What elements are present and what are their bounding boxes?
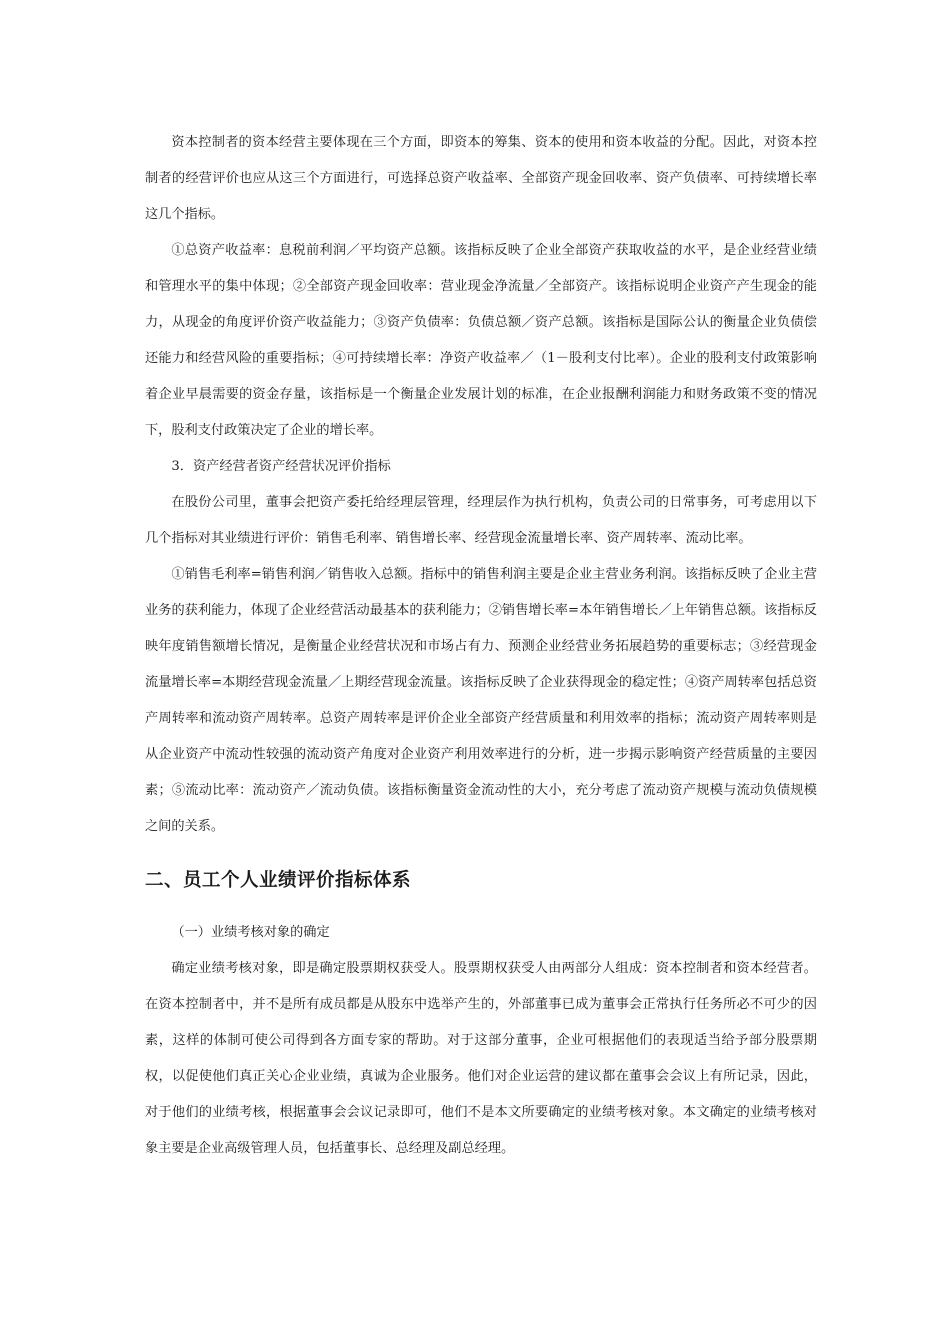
paragraph-asset-operator-intro: 在股份公司里，董事会把资产委托给经理层管理，经理层作为执行机构，负责公司的日常事务，可考虑用以下几个指标对其业绩进行评价：销售毛利率、销售增长率、经营现金流量增长率、资产周转率、流动比率。 — [145, 495, 817, 546]
paragraph-capital-controller-intro: 资本控制者的资本经营主要体现在三个方面，即资本的筹集、资本的使用和资本收益的分配。因此，对资本控制者的经营评价也应从这三个方面进行，可选择总资产收益率、全部资产现金回收率、资产负债率、可持续增长率这几个指标。 — [145, 135, 817, 222]
subsection-asset-operator-title: 3．资产经营者资产经营状况评价指标 — [171, 459, 391, 474]
subsection-heading: （一）业绩考核对象的确定 — [171, 925, 330, 940]
paragraph-capital-controller-indicators: ①总资产收益率：息税前利润／平均资产总额。该指标反映了企业全部资产获取收益的水平，是企业经营业绩和管理水平的集中体现；②全部资产现金回收率：营业现金净流量／全部资产。该指标说明企业资产产生现金的能力，从现金的角度评价资产收益能力；③资产负债率：负债总额／资产总额。该指标是国际公认的衡量企业负债偿还能力和经营风险的重要指标；④可持续增长率：净资产收益率／（1－股利支付比率）。企业的股利支付政策影响着企业早晨需要的资金存量，该指标是一个衡量企业发展计划的标准，在企业报酬利润能力和财务政策不变的情况下，股利支付政策决定了企业的增长率。 — [145, 243, 817, 438]
section-heading: 二、员工个人业绩评价指标体系 — [145, 870, 412, 891]
paragraph-asset-operator-indicators: ①销售毛利率=销售利润／销售收入总额。指标中的销售利润主要是企业主营业务利润。该指标反映了企业主营业务的获利能力，体现了企业经营活动最基本的获利能力；②销售增长率=本年销售增长／上年销售总额。该指标反映年度销售额增长情况，是衡量企业经营状况和市场占有力、预测企业经营业务拓展趋势的重要标志；③经营现金流量增长率=本期经营现金流量／上期经营现金流量。该指标反映了企业获得现金的稳定性；④资产周转率包括总资产周转率和流动资产周转率。总资产周转率是评价企业全部资产经营质量和利用效率的指标；流动资产周转率则是从企业资产中流动性较强的流动资产角度对企业资产利用效率进行的分析，进一步揭示影响资产经营质量的主要因素；⑤流动比率：流动资产／流动负债。该指标衡量资金流动性的大小，充分考虑了流动资产规模与流动负债规模之间的关系。 — [145, 567, 817, 834]
document-page — [145, 125, 817, 1167]
paragraph-assessment-targets: 确定业绩考核对象，即是确定股票期权获受人。股票期权获受人由两部分人组成：资本控制者和资本经营者。在资本控制者中，并不是所有成员都是从股东中选举产生的，外部董事已成为董事会正常执行任务所必不可少的因素，这样的体制可使公司得到各方面专家的帮助。对于这部分董事，企业可根据他们的表现适当给予部分股票期权，以促使他们真正关心企业业绩，真诚为企业服务。他们对企业运营的建议都在董事会会议上有所记录，因此，对于他们的业绩考核，根据董事会会议记录即可，他们不是本文所要确定的业绩考核对象。本文确定的业绩考核对象主要是企业高级管理人员，包括董事长、总经理及副总经理。 — [145, 961, 817, 1156]
